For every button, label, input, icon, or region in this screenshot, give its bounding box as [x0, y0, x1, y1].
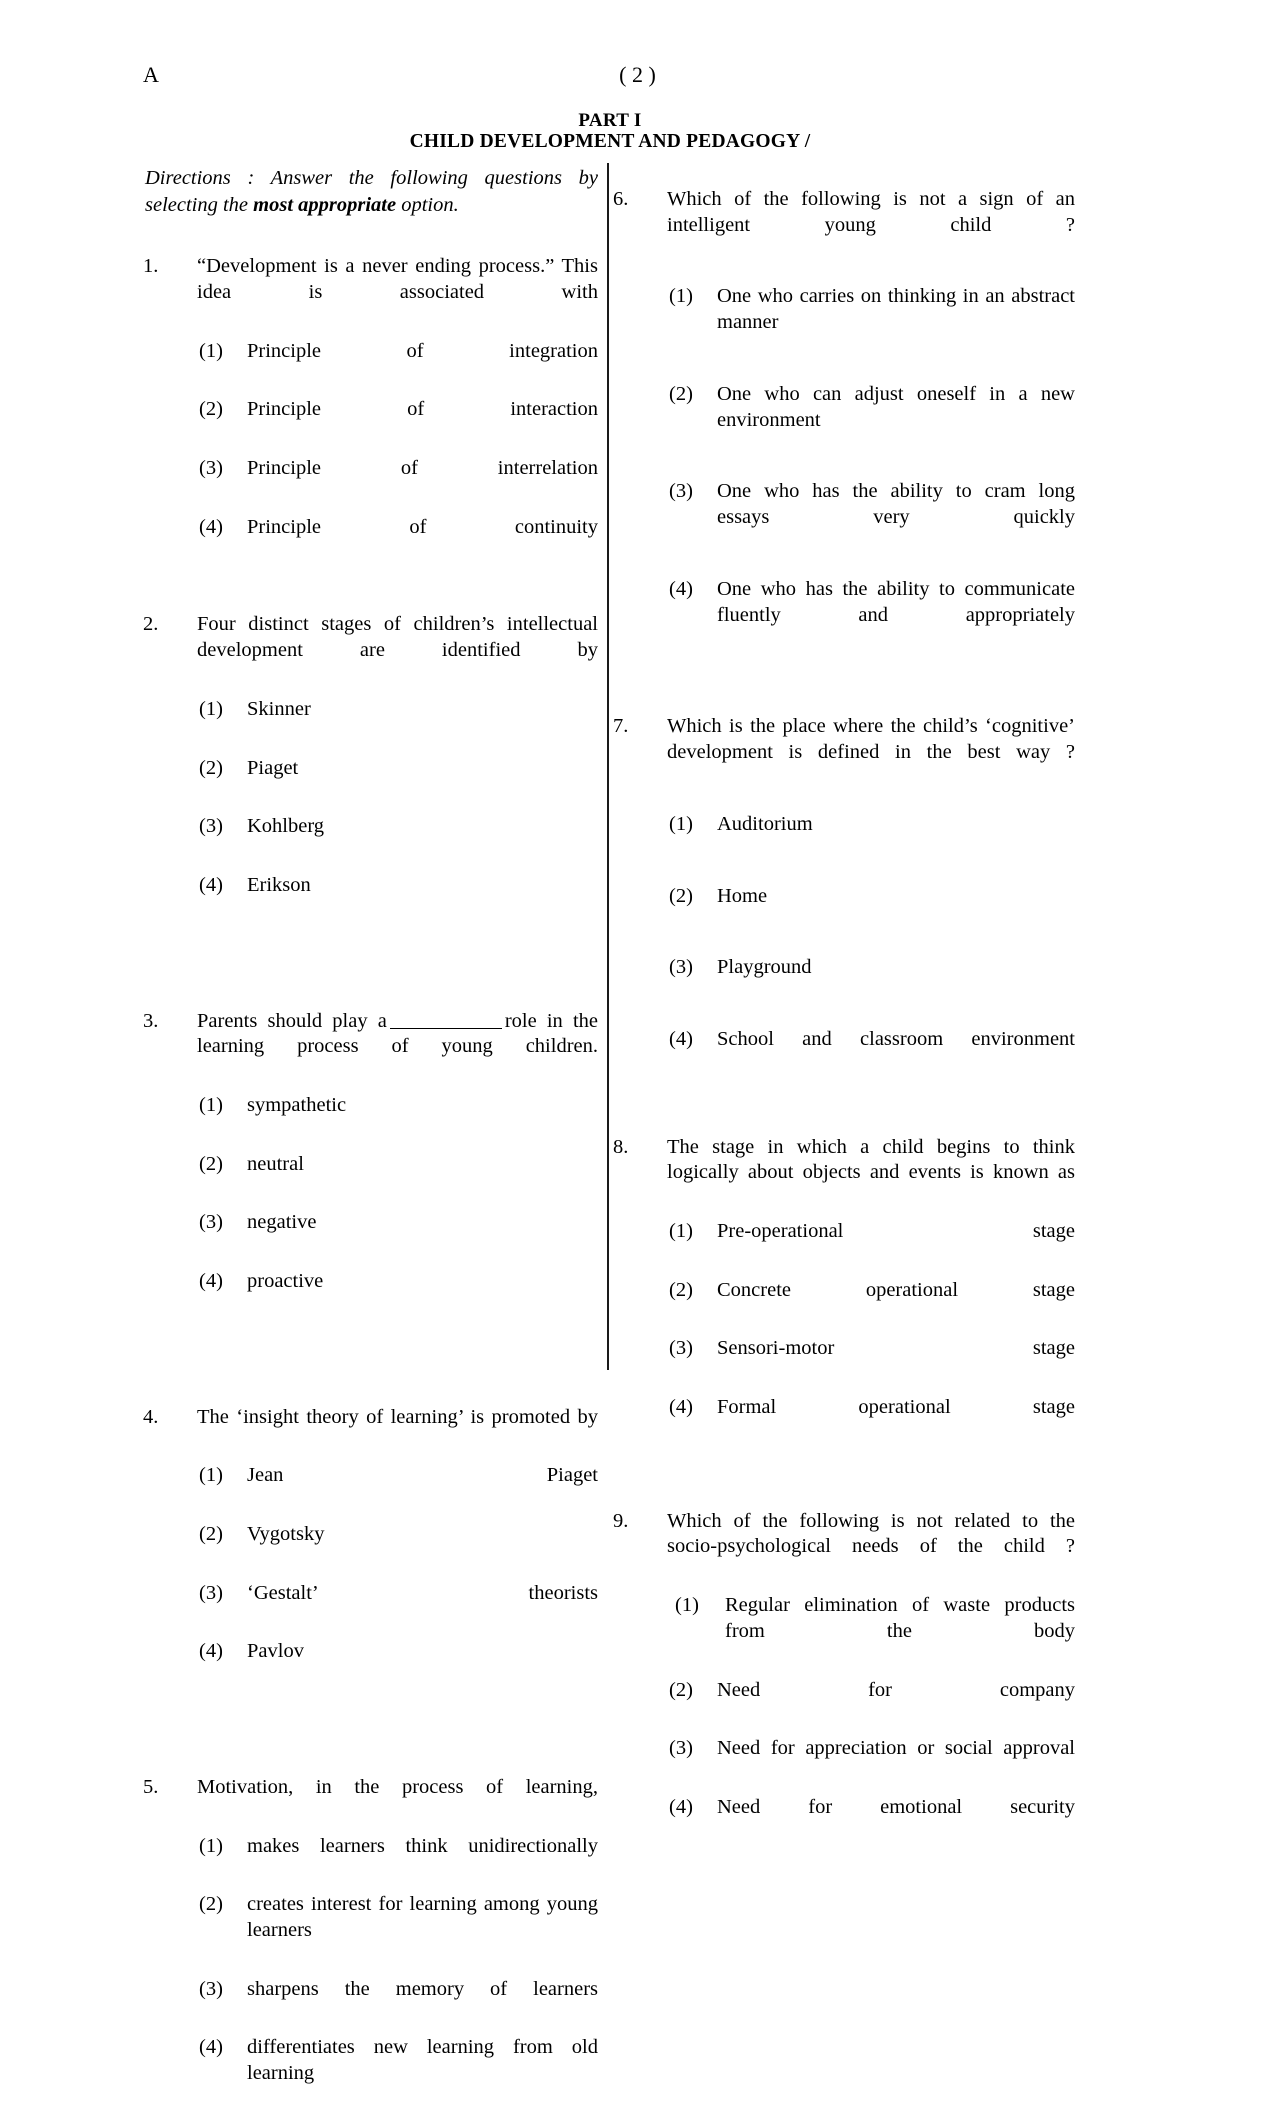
question-text: “Development is a never ending process.” This idea is associated with [197, 255, 598, 304]
option-text: Skinner [247, 697, 311, 720]
option-4[interactable] [613, 1027, 1075, 1079]
option-1[interactable] [613, 812, 1075, 864]
option-list [613, 812, 1075, 1079]
question-text-after-blank: role in the learning process of young children. [197, 1009, 598, 1058]
option-text: Sensori-motor stage [717, 1337, 1075, 1360]
spacer [613, 1447, 1075, 1509]
question-stem [613, 714, 1075, 791]
option-4[interactable] [143, 2035, 598, 2112]
page-number: ( 2 ) [619, 62, 656, 87]
option-text: One who has the ability to communicate fluently and appropriately [717, 577, 1075, 626]
option-2[interactable] [143, 1152, 598, 1204]
left-column [143, 165, 598, 2113]
option-label: (4) [669, 1395, 693, 1418]
option-label: (1) [199, 697, 223, 720]
spacer [143, 1691, 598, 1775]
option-label: (1) [669, 285, 693, 308]
option-label: (4) [199, 515, 223, 538]
option-list [143, 697, 598, 925]
option-label: (1) [199, 339, 223, 362]
option-text: neutral [247, 1152, 304, 1175]
question-text: Which of the following is not related to the socio-psychological needs of the child ? [667, 1509, 1075, 1558]
option-1[interactable] [613, 284, 1075, 361]
right-column [613, 165, 1075, 1847]
option-label: (3) [199, 457, 223, 480]
option-2[interactable] [143, 1522, 598, 1574]
question-1 [143, 254, 598, 566]
option-label: (2) [669, 884, 693, 907]
spacer [143, 1321, 598, 1405]
option-text: Principle of interaction [247, 398, 598, 421]
option-1[interactable] [613, 1219, 1075, 1271]
option-2[interactable] [613, 1278, 1075, 1330]
option-3[interactable] [613, 479, 1075, 556]
option-4[interactable] [143, 515, 598, 567]
question-stem [613, 1135, 1075, 1212]
option-3[interactable] [613, 1336, 1075, 1388]
option-3[interactable] [143, 456, 598, 508]
question-9 [613, 1509, 1075, 1847]
question-stem [613, 187, 1075, 264]
question-text: The ‘insight theory of learning’ is promoted by [197, 1405, 598, 1428]
option-label: (2) [669, 1278, 693, 1301]
option-text: One who can adjust oneself in a new environment [717, 382, 1075, 431]
option-3[interactable] [613, 1736, 1075, 1788]
option-2[interactable] [613, 884, 1075, 936]
option-1[interactable] [143, 1093, 598, 1145]
option-label: (2) [199, 398, 223, 421]
question-stem [143, 1009, 598, 1086]
spacer [613, 654, 1075, 714]
option-text: Vygotsky [247, 1522, 325, 1545]
option-text: Pavlov [247, 1640, 304, 1663]
option-4[interactable] [613, 1395, 1075, 1447]
question-stem [143, 254, 598, 331]
option-text: Principle of interrelation [247, 457, 598, 480]
option-label: (3) [669, 1337, 693, 1360]
option-2[interactable] [613, 1678, 1075, 1730]
question-text: Which is the place where the child’s ‘cognitive’ development is defined in the best way ? [667, 715, 1075, 764]
option-label: (4) [199, 1269, 223, 1292]
option-text: Need for emotional security [717, 1795, 1075, 1818]
directions-label: Directions [145, 167, 231, 189]
question-2 [143, 612, 598, 924]
option-text: creates interest for learning among young learners [247, 1893, 598, 1942]
question-stem [143, 1405, 598, 1457]
directions-emphasis: most appropriate [253, 193, 397, 216]
option-2[interactable] [143, 756, 598, 808]
column-divider [607, 163, 609, 1370]
question-number: 5. [143, 1775, 159, 1798]
option-4[interactable] [613, 577, 1075, 654]
option-label: (2) [669, 1678, 693, 1701]
booklet-code: A [143, 62, 160, 87]
option-4[interactable] [143, 1269, 598, 1321]
spacer [143, 925, 598, 1009]
option-text: School and classroom environment [717, 1027, 1075, 1050]
option-text: differentiates new learning from old learning [247, 2036, 598, 2085]
option-text: Concrete operational stage [717, 1278, 1075, 1301]
option-label: (4) [669, 577, 693, 600]
option-text: Erikson [247, 873, 311, 896]
option-label: (2) [199, 1152, 223, 1175]
option-text: makes learners think unidirectionally [247, 1834, 598, 1857]
option-1[interactable] [143, 339, 598, 391]
option-label: (1) [669, 1220, 693, 1243]
option-list [613, 284, 1075, 654]
option-2[interactable] [613, 382, 1075, 459]
option-1[interactable] [143, 1834, 598, 1886]
spacer [613, 1079, 1075, 1135]
question-text: Which of the following is not a sign of an intelligent young child ? [667, 188, 1075, 236]
option-list [143, 339, 598, 567]
option-label: (2) [199, 1522, 223, 1545]
option-3[interactable] [143, 1581, 598, 1633]
question-number: 9. [613, 1509, 629, 1532]
option-label: (3) [199, 815, 223, 838]
option-list [143, 1093, 598, 1321]
option-text: Home [717, 884, 768, 907]
option-text: One who carries on thinking in an abstract manner [717, 285, 1075, 334]
option-4[interactable] [143, 1639, 598, 1691]
option-text: Auditorium [717, 812, 813, 835]
option-3[interactable] [143, 814, 598, 866]
question-3 [143, 1009, 598, 1321]
option-4[interactable] [613, 1795, 1075, 1847]
option-text: ‘Gestalt’ theorists [247, 1581, 598, 1604]
question-number: 7. [613, 715, 629, 738]
option-text: Need for appreciation or social approval [717, 1737, 1075, 1760]
option-text: Piaget [247, 756, 299, 779]
question-number: 2. [143, 613, 159, 636]
option-text: Regular elimination of waste products from the body [725, 1594, 1075, 1642]
option-text: Pre-operational stage [717, 1220, 1075, 1243]
option-4[interactable] [143, 873, 598, 925]
option-label: (3) [199, 1977, 223, 2000]
option-label: (4) [199, 873, 223, 896]
option-label: (1) [199, 1093, 223, 1116]
subject-title: CHILD DEVELOPMENT AND PEDAGOGY / [409, 131, 811, 152]
question-6 [613, 187, 1075, 654]
question-stem [143, 612, 598, 689]
option-text: proactive [247, 1269, 324, 1292]
option-label: (1) [199, 1464, 223, 1487]
option-label: (2) [199, 756, 223, 779]
option-label: (3) [199, 1211, 223, 1234]
option-label: (2) [669, 382, 693, 405]
spacer [143, 566, 598, 612]
option-1[interactable] [143, 697, 598, 749]
option-text: Kohlberg [247, 815, 325, 838]
option-label: (2) [199, 1893, 223, 1916]
question-number: 4. [143, 1405, 159, 1428]
directions-body-before: Answer the following questions by selecting the [145, 167, 598, 216]
option-2[interactable] [143, 1892, 598, 1969]
question-number: 1. [143, 255, 159, 278]
option-text: Jean Piaget [247, 1464, 598, 1487]
option-text: negative [247, 1211, 317, 1234]
option-3[interactable] [143, 1210, 598, 1262]
option-label: (4) [199, 2036, 223, 2059]
question-4 [143, 1405, 598, 1691]
part-title: PART I [578, 110, 642, 131]
question-8 [613, 1135, 1075, 1447]
question-5 [143, 1775, 598, 2113]
question-text: Four distinct stages of children’s intellectual development are identified by [197, 613, 598, 662]
option-text: Formal operational stage [717, 1395, 1075, 1418]
question-number: 6. [613, 188, 629, 210]
question-stem [613, 1509, 1075, 1586]
question-text-before-blank: Parents should play a [197, 1009, 387, 1032]
spacer [613, 165, 1075, 187]
directions-body-after: option. [396, 193, 459, 216]
option-label: (1) [675, 1594, 699, 1617]
option-3[interactable] [613, 955, 1075, 1007]
option-text: Principle of integration [247, 339, 598, 362]
option-2[interactable] [143, 397, 598, 449]
question-number: 8. [613, 1135, 629, 1158]
option-1[interactable] [613, 1593, 1075, 1670]
option-label: (3) [199, 1581, 223, 1604]
option-label: (4) [669, 1795, 693, 1818]
question-stem [143, 1775, 598, 1827]
fill-in-blank [390, 1028, 502, 1029]
directions-text [143, 165, 598, 218]
directions-separator: : [230, 167, 271, 189]
option-text: Playground [717, 956, 812, 979]
option-label: (1) [669, 812, 693, 835]
spacer [143, 228, 598, 254]
option-text: Principle of continuity [247, 515, 598, 538]
option-text: sympathetic [247, 1093, 347, 1116]
option-list [143, 1463, 598, 1691]
option-3[interactable] [143, 1977, 598, 2029]
option-label: (1) [199, 1834, 223, 1857]
option-label: (4) [669, 1027, 693, 1050]
option-label: (4) [199, 1640, 223, 1663]
option-label: (3) [669, 956, 693, 979]
option-text: One who has the ability to cram long essays very quickly [717, 480, 1075, 529]
option-label: (3) [669, 480, 693, 503]
option-text: Need for company [717, 1678, 1075, 1701]
question-text: Motivation, in the process of learning, [197, 1775, 598, 1798]
option-list [613, 1219, 1075, 1447]
option-1[interactable] [143, 1463, 598, 1515]
question-text: The stage in which a child begins to think logically about objects and events is known as [667, 1135, 1075, 1184]
question-7 [613, 714, 1075, 1078]
option-text: sharpens the memory of learners [247, 1977, 598, 2000]
question-number: 3. [143, 1009, 159, 1032]
option-list [613, 1593, 1075, 1846]
option-list [143, 1834, 598, 2113]
option-label: (3) [669, 1737, 693, 1760]
